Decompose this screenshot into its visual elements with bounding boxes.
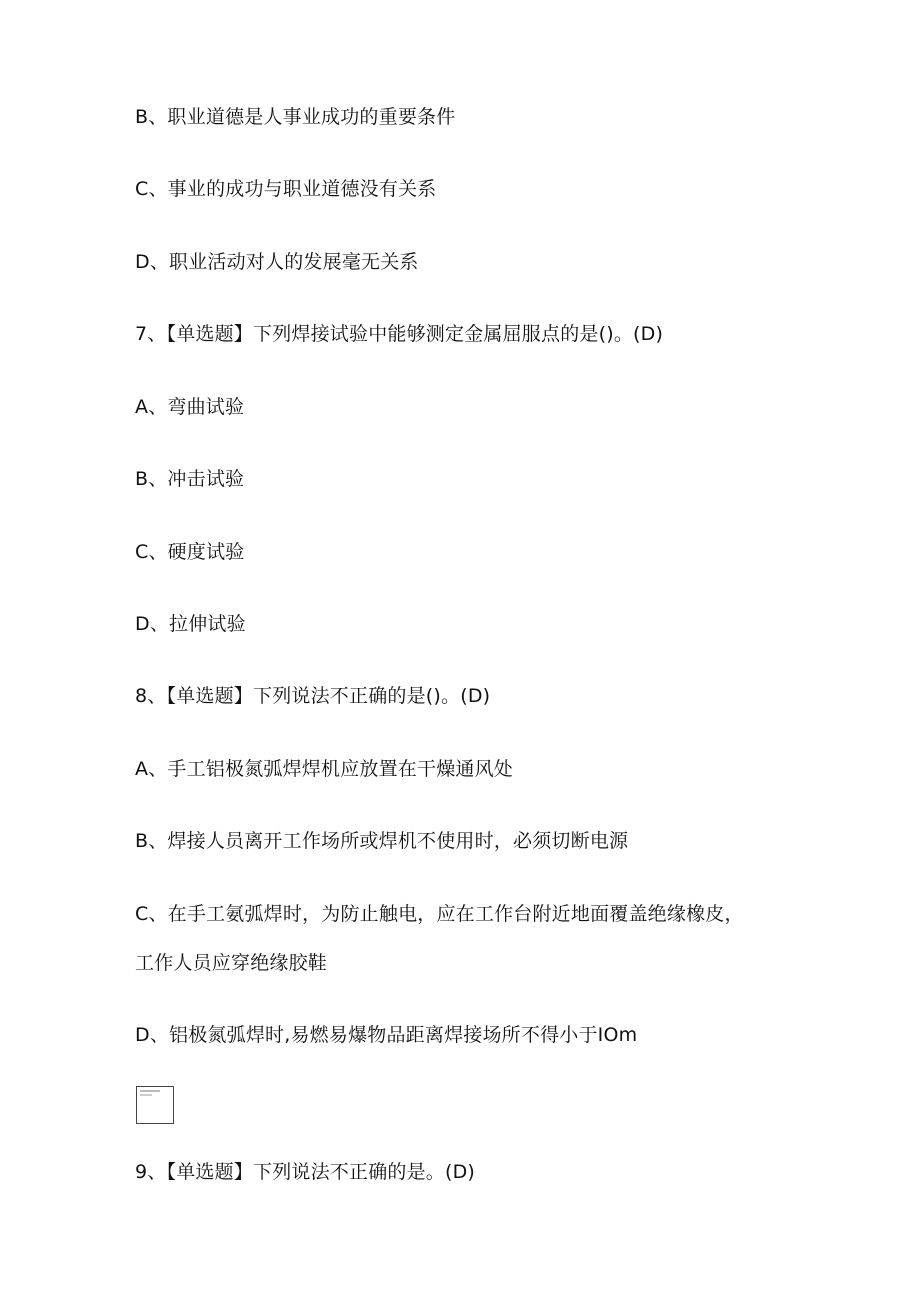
q7-option-c: C、硬度试验 [135, 541, 245, 563]
q7-option-a: A、弯曲试验 [135, 396, 245, 418]
thumb-text-line [140, 1090, 160, 1092]
image-placeholder [136, 1086, 174, 1124]
q7-question: 7、【单选题】下列焊接试验中能够测定金属屈服点的是()。(D) [135, 323, 664, 345]
q8-option-c: C、在手工氨弧焊时，为防止触电，应在工作台附近地面覆盖绝缘橡皮， [135, 903, 744, 925]
q6-option-c: C、事业的成功与职业道德没有关系 [135, 178, 437, 200]
q7-option-d: D、拉伸试验 [135, 613, 246, 635]
q6-option-b: B、职业道德是人事业成功的重要条件 [135, 106, 456, 128]
q8-option-a: A、手工铝极氮弧焊焊机应放置在干燥通风处 [135, 758, 513, 780]
thumb-text-line [140, 1094, 152, 1096]
q6-option-d: D、职业活动对人的发展毫无关系 [135, 251, 419, 273]
q8-question: 8、【单选题】下列说法不正确的是()。(D) [135, 685, 491, 707]
q9-question: 9、【单选题】下列说法不正确的是。(D) [135, 1161, 476, 1183]
q8-option-b: B、焊接人员离开工作场所或焊机不使用时，必须切断电源 [135, 830, 629, 852]
q8-option-c-continued: 工作人员应穿绝缘胶鞋 [135, 952, 328, 974]
q8-option-d: D、铝极氮弧焊时,易燃易爆物品距离焊接场所不得小于IOm [135, 1024, 638, 1046]
q7-option-b: B、冲击试验 [135, 468, 245, 490]
